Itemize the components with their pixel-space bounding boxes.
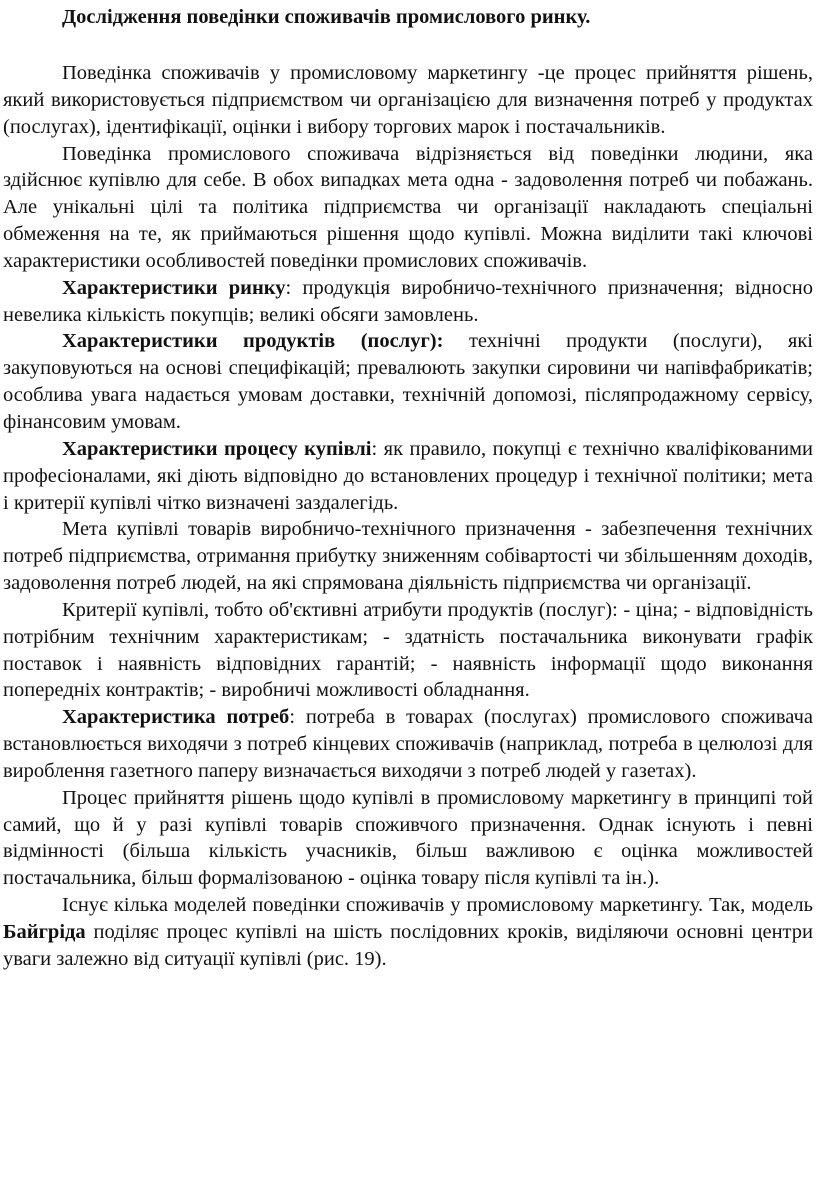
paragraph-differences: Поведінка промислового споживача відрізняється від поведінки людини, яка здійснює купівлю для себе. В обох випадках мета одна - задоволення потреб чи побажань. Але унікальні цілі та політика підприємства чи організації накладають спеціальні обмеження на те, як приймаються рішення щодо купівлі. Можна виділити такі ключові характеристики особливостей поведінки промислових споживачів. bbox=[3, 142, 813, 272]
model-name-bold: Байгріда bbox=[3, 921, 86, 943]
needs-characteristics-heading: Характеристика потреб bbox=[62, 706, 290, 729]
product-characteristics-heading: Характеристики продуктів (послуг): bbox=[62, 330, 444, 353]
paragraph-purchase-process bbox=[3, 436, 813, 517]
market-characteristics-heading: Характеристики ринку bbox=[62, 276, 286, 299]
paragraph-decision-process: Процес прийняття рішень щодо купівлі в промисловому маркетингу в принципі той самий, що й у разі купівлі товарів споживчого призначення. Однак існують і певні відмінності (більша кількість учасників, більш важливою є оцінка можливостей постачальника, більш формалізованою - оцінка товару після купівлі та ін.). bbox=[3, 786, 813, 890]
paragraph-market-characteristics bbox=[3, 275, 813, 329]
product-characteristics-text: технічні продукти (послуги), які закуповуються на основі специфікацій; превалюють закупки сировини чи напівфабрикатів; особлива увага надається умовам доставки, технічній допомозі, післяпродажному сервісу, фінансовим умовам. bbox=[3, 330, 813, 433]
models-text-end: поділяє процес купівлі на шість послідовних кроків, виділяючи основні центри уваги залежно від ситуації купівлі (рис. 19). bbox=[3, 921, 813, 970]
page-title: Дослідження поведінки споживачів промислового ринку. bbox=[62, 6, 591, 28]
purchase-process-text: : як правило, покупці є технічно кваліфікованими професіоналами, які діють відповідно до встановлених процедур і технічної політики; мета і критерії купівлі чітко визначені заздалегідь. bbox=[3, 437, 813, 514]
paragraph-purchase-criteria: Критерії купівлі, тобто об'єктивні атрибути продуктів (послуг): - ціна; - відповідність потрібним технічним характеристикам; - здатність постачальника виконувати графік поставок і наявність відповідних гарантій; - наявність інформації щодо виконання попередніх контрактів; - виробничі можливості обладнання. bbox=[3, 598, 813, 702]
document-body bbox=[3, 60, 813, 973]
market-characteristics-text: : продукція виробничо-технічного призначення; відносно невелика кількість покупців; великі обсяги замовлень. bbox=[3, 276, 813, 326]
paragraph-product-characteristics bbox=[3, 328, 813, 435]
needs-characteristics-text: : потреба в товарах (послугах) промислового споживача встановлюється виходячи з потреб кінцевих споживачів (наприклад, потреба в целюлозі для вироблення газетного паперу визначається виходячи з потреб людей у газетах). bbox=[3, 706, 813, 782]
purchase-process-heading: Характеристики процесу купівлі bbox=[62, 437, 372, 460]
paragraph-purchase-goal: Мета купівлі товарів виробничо-технічного призначення - забезпечення технічних потреб підприємства, отримання прибутку зниженням собівартості чи збільшенням доходів, задоволення потреб людей, на які спрямована діяльність підприємства чи організації. bbox=[3, 518, 813, 595]
paragraph-definition: Поведінка споживачів у промисловому маркетингу -це процес прийняття рішень, який використовується підприємством чи організацією для визначення потреб у продуктах (послугах), ідентифікації, оцінки і вибору торгових марок і постачальників. bbox=[3, 62, 813, 138]
models-text-start: Існує кілька моделей поведінки споживачів у промисловому маркетингу. Так, модель bbox=[62, 894, 813, 917]
paragraph-models bbox=[3, 892, 813, 973]
paragraph-needs-characteristics bbox=[3, 704, 813, 785]
